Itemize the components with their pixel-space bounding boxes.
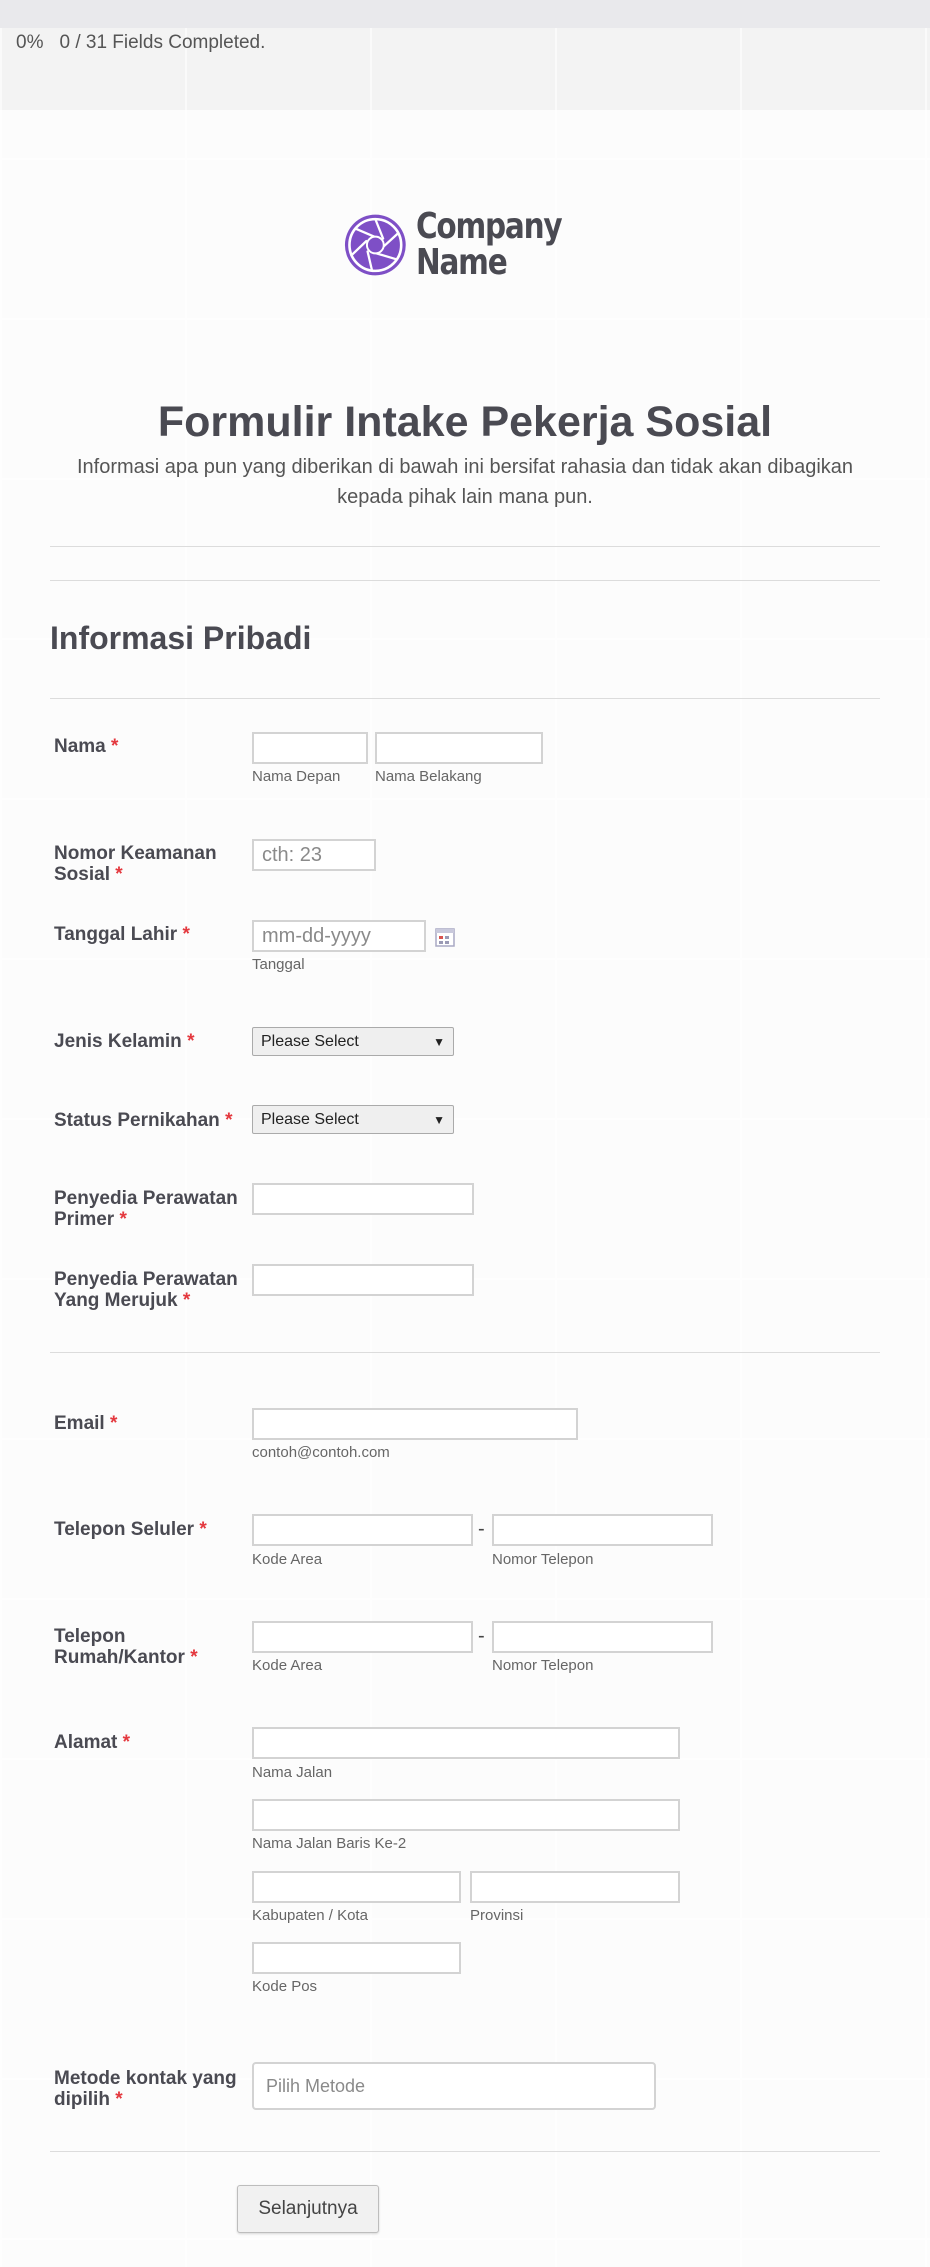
ssn-label-line2: Sosial bbox=[54, 864, 110, 885]
email-sublabel: contoh@contoh.com bbox=[252, 1444, 390, 1461]
mobile-phone-label-text: Telepon Seluler bbox=[54, 1519, 195, 1540]
required-asterisk: * bbox=[182, 1290, 191, 1311]
divider bbox=[50, 2151, 880, 2152]
contact-method-dropdown[interactable] bbox=[252, 2062, 656, 2110]
home-number-sublabel: Nomor Telepon bbox=[492, 1657, 594, 1674]
chevron-down-icon: ▼ bbox=[433, 1034, 445, 1049]
section-title: Informasi Pribadi bbox=[50, 620, 312, 656]
street-sublabel: Nama Jalan bbox=[252, 1764, 333, 1781]
postal-code-sublabel: Kode Pos bbox=[252, 1978, 318, 1995]
postal-code-input[interactable] bbox=[252, 1942, 461, 1974]
dob-label bbox=[54, 924, 244, 945]
name-label bbox=[54, 736, 244, 757]
company-name-line1: Company bbox=[415, 206, 562, 247]
address-label-text: Alamat bbox=[54, 1732, 118, 1753]
ssn-input[interactable] bbox=[252, 839, 376, 871]
next-button[interactable]: Selanjutnya bbox=[237, 2185, 379, 2233]
progress-bar bbox=[0, 0, 930, 28]
email-label-text: Email bbox=[54, 1413, 105, 1434]
last-name-sublabel: Nama Belakang bbox=[375, 768, 482, 785]
referring-care-label-line2: Yang Merujuk bbox=[54, 1290, 178, 1311]
required-asterisk: * bbox=[190, 1647, 198, 1668]
home-phone-label-line2: Rumah/Kantor bbox=[54, 1647, 185, 1668]
progress-percent: 0% bbox=[16, 32, 44, 53]
contact-method-label-line1: Metode kontak yang bbox=[54, 2068, 237, 2089]
email-input[interactable] bbox=[252, 1408, 578, 1440]
progress-status bbox=[16, 32, 281, 54]
address-label bbox=[54, 1732, 244, 1753]
province-input[interactable] bbox=[470, 1871, 680, 1903]
progress-fields-count: 0 / 31 Fields Completed. bbox=[59, 32, 266, 53]
company-name bbox=[415, 206, 562, 283]
first-name-input[interactable] bbox=[252, 732, 368, 764]
required-asterisk: * bbox=[109, 1413, 118, 1434]
required-asterisk: * bbox=[199, 1519, 207, 1540]
home-area-code-sublabel: Kode Area bbox=[252, 1657, 323, 1674]
divider bbox=[50, 546, 880, 547]
phone-separator: - bbox=[478, 1518, 485, 1540]
contact-method-placeholder: Pilih Metode bbox=[266, 2075, 366, 2096]
ssn-label bbox=[54, 843, 244, 885]
required-asterisk: * bbox=[115, 2089, 123, 2110]
home-phone-label-line1: Telepon bbox=[54, 1626, 126, 1647]
marital-selected-value: Please Select bbox=[261, 1110, 359, 1128]
referring-care-input[interactable] bbox=[252, 1264, 474, 1296]
mobile-number-input[interactable] bbox=[492, 1514, 713, 1546]
calendar-icon[interactable] bbox=[435, 928, 455, 947]
home-phone-label bbox=[54, 1626, 244, 1668]
divider bbox=[50, 580, 880, 581]
divider bbox=[50, 1352, 880, 1353]
form-subtitle: Informasi apa pun yang diberikan di bawah ini bersifat rahasia dan tidak akan dibagikan kepada pihak lain mana pun. bbox=[76, 456, 854, 508]
marital-status-label-text: Status Pernikahan bbox=[54, 1110, 220, 1131]
contact-method-label-line2: dipilih bbox=[54, 2089, 110, 2110]
company-name-line2: Name bbox=[415, 242, 507, 283]
required-asterisk: * bbox=[225, 1110, 233, 1131]
name-label-text: Nama bbox=[54, 736, 106, 757]
form-title: Formulir Intake Pekerja Sosial bbox=[157, 398, 773, 446]
dob-label-text: Tanggal Lahir bbox=[54, 924, 178, 945]
last-name-input[interactable] bbox=[375, 732, 543, 764]
province-sublabel: Provinsi bbox=[470, 1907, 524, 1924]
gender-label bbox=[54, 1031, 244, 1052]
mobile-area-code-sublabel: Kode Area bbox=[252, 1551, 323, 1568]
primary-care-label bbox=[54, 1188, 244, 1230]
email-label bbox=[54, 1413, 244, 1434]
home-number-input[interactable] bbox=[492, 1621, 713, 1653]
required-asterisk: * bbox=[182, 924, 190, 945]
marital-status-select[interactable] bbox=[252, 1105, 454, 1134]
mobile-phone-label bbox=[54, 1519, 244, 1540]
required-asterisk: * bbox=[187, 1031, 195, 1052]
required-asterisk: * bbox=[122, 1732, 131, 1753]
gender-select[interactable] bbox=[252, 1027, 454, 1056]
chevron-down-icon: ▼ bbox=[433, 1112, 445, 1127]
street-input[interactable] bbox=[252, 1727, 680, 1759]
required-asterisk: * bbox=[119, 1209, 127, 1230]
phone-separator: - bbox=[478, 1625, 485, 1647]
contact-method-label bbox=[54, 2068, 254, 2110]
city-input[interactable] bbox=[252, 1871, 461, 1903]
primary-care-label-line1: Penyedia Perawatan bbox=[54, 1188, 238, 1209]
referring-care-label-line1: Penyedia Perawatan bbox=[54, 1269, 238, 1290]
required-asterisk: * bbox=[111, 736, 119, 757]
ssn-label-line1: Nomor Keamanan bbox=[54, 843, 217, 864]
gender-selected-value: Please Select bbox=[261, 1032, 359, 1050]
marital-status-label bbox=[54, 1110, 254, 1131]
street-line2-input[interactable] bbox=[252, 1799, 680, 1831]
referring-care-label bbox=[54, 1269, 244, 1311]
first-name-sublabel: Nama Depan bbox=[252, 768, 341, 785]
primary-care-input[interactable] bbox=[252, 1183, 474, 1215]
home-area-code-input[interactable] bbox=[252, 1621, 473, 1653]
mobile-area-code-input[interactable] bbox=[252, 1514, 473, 1546]
city-sublabel: Kabupaten / Kota bbox=[252, 1907, 368, 1924]
street-line2-sublabel: Nama Jalan Baris Ke-2 bbox=[252, 1835, 407, 1852]
gender-label-text: Jenis Kelamin bbox=[54, 1031, 182, 1052]
dob-input[interactable] bbox=[252, 920, 426, 952]
divider bbox=[50, 698, 880, 699]
dob-sublabel: Tanggal bbox=[252, 956, 305, 973]
company-logo bbox=[343, 195, 593, 295]
mobile-number-sublabel: Nomor Telepon bbox=[492, 1551, 594, 1568]
primary-care-label-line2: Primer bbox=[54, 1209, 115, 1230]
required-asterisk: * bbox=[115, 864, 123, 885]
camera-aperture-icon bbox=[343, 195, 408, 295]
